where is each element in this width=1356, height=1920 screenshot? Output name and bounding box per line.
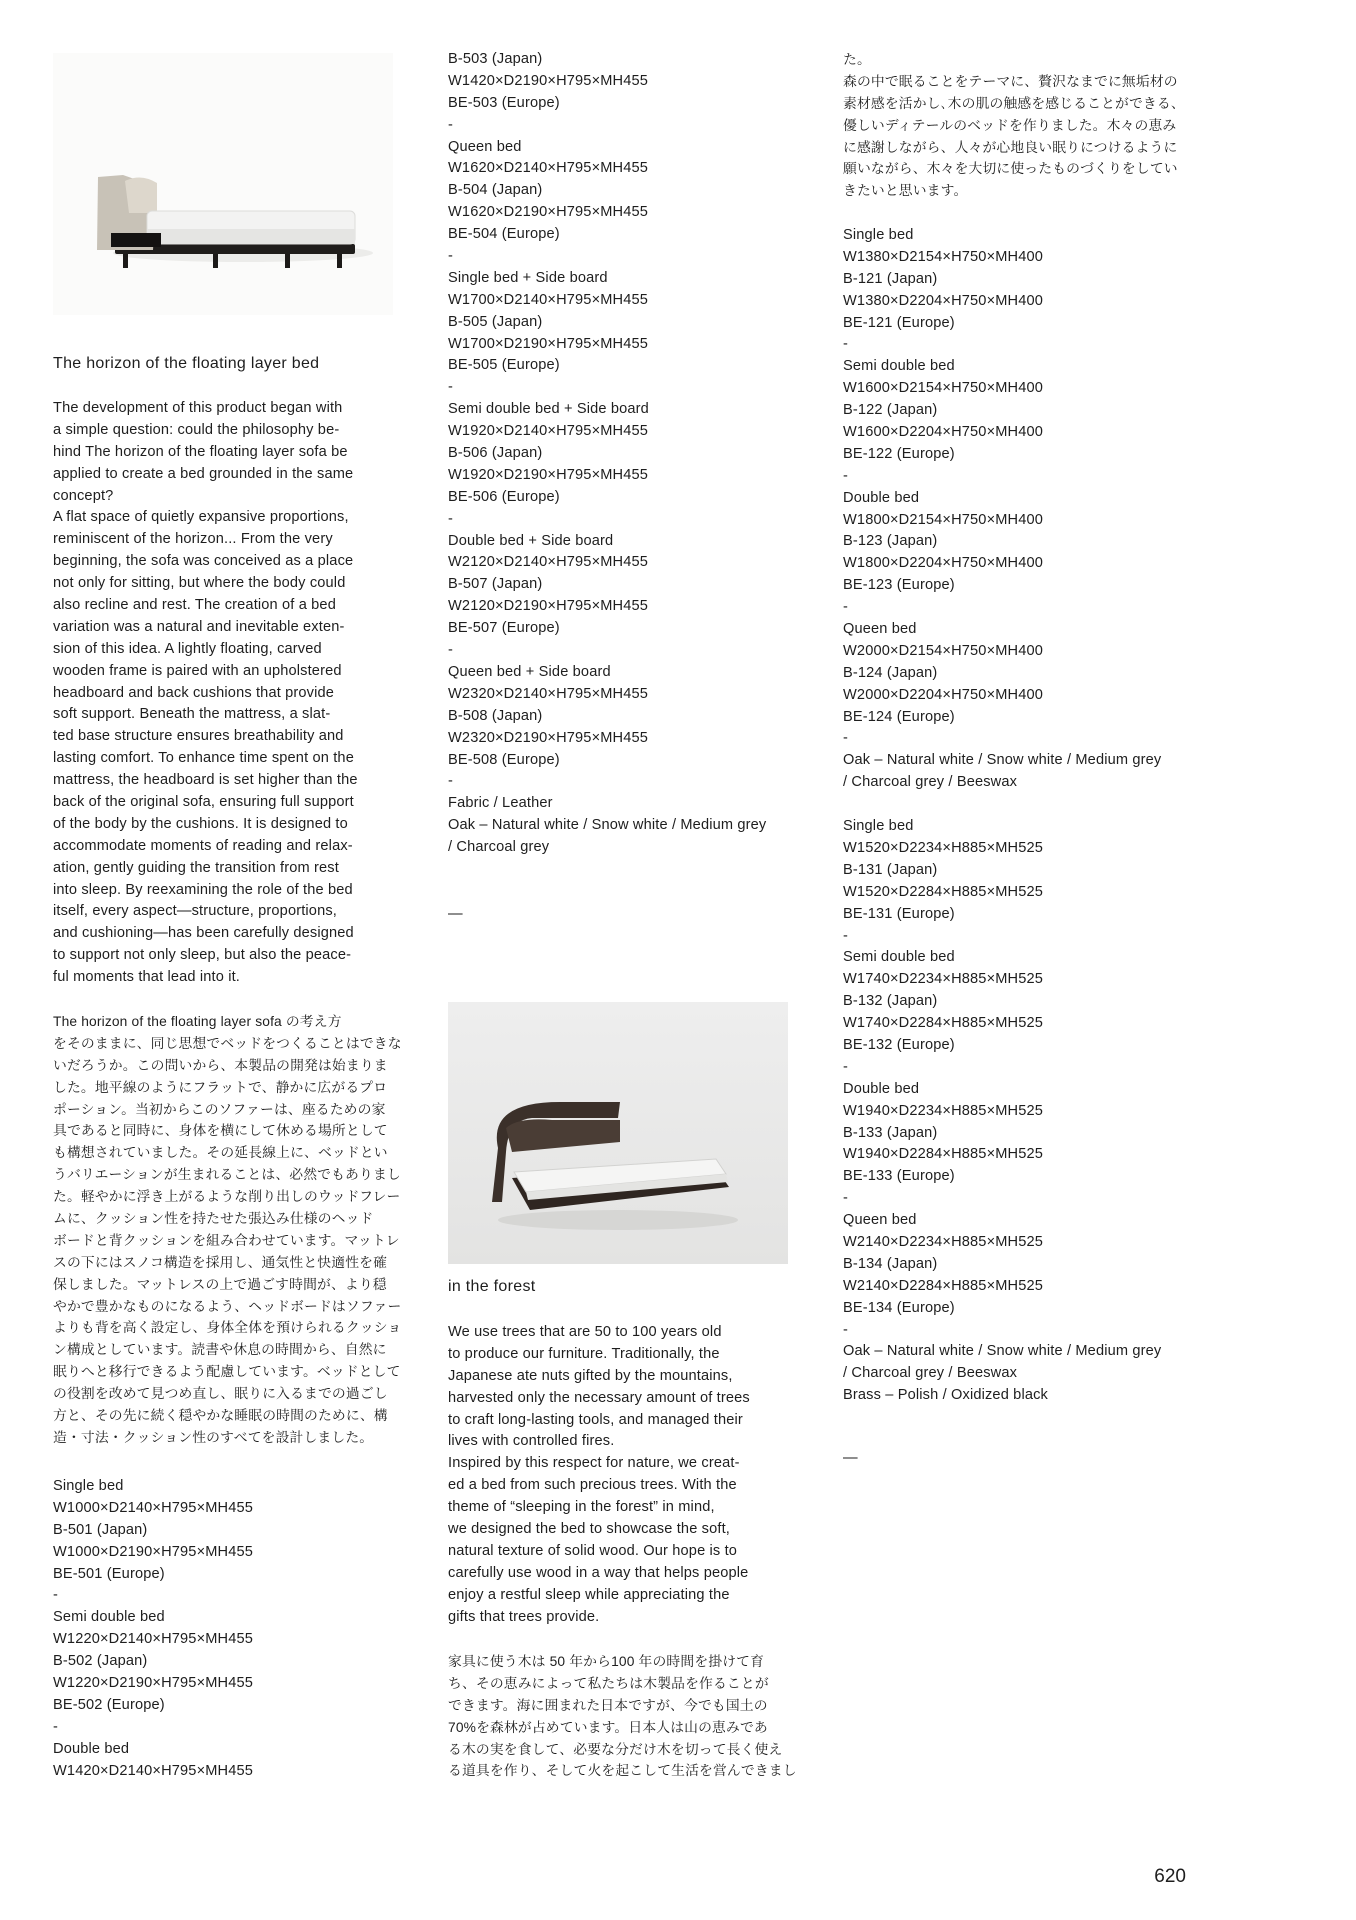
spec-line: W1940×D2284×H885×MH525 (843, 1146, 1044, 1163)
spec-line: BE-124 (Europe) (843, 708, 955, 725)
spec-line: W2120×D2140×H795×MH455 (448, 554, 649, 571)
spec-line: Double bed (843, 489, 920, 506)
spec-line: Semi double bed + Side board (448, 401, 649, 418)
spec-line: - (448, 642, 454, 659)
spec-line: W1600×D2204×H750×MH400 (843, 424, 1044, 441)
text-line: concept? (53, 487, 114, 504)
spec-line: - (448, 773, 454, 790)
spec-line: W1740×D2284×H885×MH525 (843, 1015, 1044, 1032)
text-line: る道具を作り、そして火を起こして生活を営んできまし (448, 1763, 797, 1779)
spec-line: W2000×D2204×H750×MH400 (843, 686, 1044, 703)
text-line: よりも背を高く設定し、身体全体を預けられるクッショ (53, 1320, 402, 1336)
text-line: theme of “sleeping in the forest” in mind, (448, 1499, 715, 1516)
spec-line: W1000×D2190×H795×MH455 (53, 1543, 254, 1560)
spec-line: BE-134 (Europe) (843, 1299, 955, 1316)
article-title: in the forest (448, 1278, 536, 1295)
spec-line: - (53, 1718, 59, 1735)
text-line: ful moments that lead into it. (53, 969, 241, 986)
text-line: ムに、クッション性を持たせた張込み仕様のヘッド (53, 1211, 374, 1227)
text-line: 保しました。マットレスの上で過ごす時間が、より穏 (53, 1276, 387, 1292)
text-line: We use trees that are 50 to 100 years old (448, 1324, 722, 1340)
spec-line: BE-123 (Europe) (843, 577, 955, 594)
spec-line: W1700×D2140×H795×MH455 (448, 291, 649, 308)
text-line: る木の実を食して、必要な分だけ木を切って長く使え (448, 1741, 783, 1757)
spec-line: / Charcoal grey (448, 839, 550, 856)
spec-line: W1520×D2284×H885×MH525 (843, 883, 1044, 900)
text-line: A flat space of quietly expansive proportions, (53, 509, 349, 526)
spec-line: B-506 (Japan) (448, 445, 543, 462)
article-title: The horizon of the floating layer bed (53, 355, 320, 372)
spec-line: - (843, 599, 849, 616)
spec-line: BE-504 (Europe) (448, 226, 560, 243)
text-line: The horizon of the floating layer sofa の考え方 (53, 1014, 342, 1029)
spec-line: BE-503 (Europe) (448, 94, 560, 111)
spec-line: Double bed (843, 1080, 920, 1097)
text-line: hind The horizon of the floating layer sofa be (53, 443, 348, 460)
text-line: not only for sitting, but where the body could (53, 575, 346, 592)
text-line: ち、その恵みによって私たちは木製品を作ることが (448, 1675, 769, 1691)
spec-line: - (53, 1587, 59, 1604)
spec-line: - (843, 1058, 849, 1075)
text-line: accommodate moments of reading and relax- (53, 837, 353, 854)
text-line: we designed the bed to showcase the soft, (448, 1521, 730, 1538)
spec-line: W1920×D2190×H795×MH455 (448, 466, 649, 483)
spec-line: W1420×D2190×H795×MH455 (448, 72, 649, 89)
text-line: ボードと背クッションを組み合わせています。マットレ (53, 1232, 400, 1248)
spec-line: BE-131 (Europe) (843, 905, 955, 922)
spec-line: W2000×D2154×H750×MH400 (843, 642, 1044, 659)
spec-line: W2320×D2140×H795×MH455 (448, 685, 649, 702)
text-line: wooden frame is paired with an upholstered (53, 662, 342, 679)
spec-line: W1220×D2190×H795×MH455 (53, 1675, 254, 1692)
text-line: and cushioning—has been carefully designed (53, 925, 354, 942)
text-line: も構想されていました。その延長線上に、ベッドとい (53, 1145, 388, 1161)
text-line: 家具に使う木は 50 年から100 年の時間を掛けて育 (448, 1654, 765, 1669)
spec-line: Queen bed (843, 621, 917, 638)
spec-line: B-123 (Japan) (843, 533, 938, 550)
text-line: natural texture of solid wood. Our hope is to (448, 1542, 738, 1559)
spec-line: W1420×D2140×H795×MH455 (53, 1762, 254, 1779)
text-line: of the body by the cushions. It is designed to (53, 815, 348, 832)
spec-line: Double bed + Side board (448, 532, 614, 549)
text-line: mattress, the headboard is set higher than the (53, 772, 358, 789)
text-line: やかで豊かなものになるよう、ヘッドボードはソファー (53, 1298, 402, 1314)
text-line: gifts that trees provide. (448, 1608, 600, 1625)
text-line: できます。海に囲まれた日本ですが、今でも国土の (448, 1697, 768, 1713)
spec-list (448, 49, 766, 859)
spec-line: W1740×D2234×H885×MH525 (843, 971, 1044, 988)
spec-line: W1520×D2234×H885×MH525 (843, 839, 1044, 856)
spec-line: Oak – Natural white / Snow white / Medium grey (448, 817, 767, 834)
text-line: back of the original sofa, ensuring full support (53, 794, 354, 811)
text-line: ン構成としています。読書や休息の時間から、自然に (53, 1342, 387, 1358)
spec-line: Brass – Polish / Oxidized black (843, 1387, 1048, 1404)
spec-line: Semi double bed (843, 949, 955, 966)
spec-line: Single bed + Side board (448, 269, 608, 286)
spec-line: W2320×D2190×H795×MH455 (448, 729, 649, 746)
text-line: の役割を改めて見つめ直し、眠りに入るまでの過ごし (53, 1386, 388, 1402)
text-line: ation, gently guiding the transition from rest (53, 859, 339, 876)
text-line: 優しいディテールのベッドを作りました。木々の恵み (843, 117, 1177, 133)
text-line: Japanese ate nuts gifted by the mountains, (448, 1367, 733, 1384)
spec-line: BE-133 (Europe) (843, 1168, 955, 1185)
text-line: ed a bed from such precious trees. With the (448, 1477, 737, 1494)
text-line: きたいと思います。 (843, 183, 968, 199)
text-line: itself, every aspect—structure, proportions, (53, 903, 337, 920)
text-line: to produce our furniture. Traditionally, the (448, 1345, 720, 1362)
spec-line: W1620×D2140×H795×MH455 (448, 160, 649, 177)
spec-line: W1620×D2190×H795×MH455 (448, 204, 649, 221)
spec-list (843, 225, 1161, 1407)
spec-line: B-507 (Japan) (448, 576, 543, 593)
spec-line: Semi double bed (843, 358, 955, 375)
text-line: enjoy a restful sleep while appreciating the (448, 1586, 730, 1603)
text-line: harvested only the necessary amount of trees (448, 1389, 750, 1406)
text-line: to craft long-lasting tools, and managed their (448, 1411, 743, 1428)
spec-line: BE-506 (Europe) (448, 488, 560, 505)
forest-bed-photo (448, 1002, 788, 1264)
spec-line: Oak – Natural white / Snow white / Medium grey (843, 752, 1162, 769)
spec-line: - (843, 927, 849, 944)
spec-line: / Charcoal grey / Beeswax (843, 1365, 1018, 1382)
text-line: した。地平線のようにフラットで、静かに広がるプロ (53, 1079, 388, 1095)
spec-line: BE-505 (Europe) (448, 357, 560, 374)
spec-line: B-124 (Japan) (843, 664, 938, 681)
text-line: Inspired by this respect for nature, we creat- (448, 1455, 740, 1472)
text-line: 造・寸法・クッション性のすべてを設計しました。 (53, 1429, 374, 1445)
spec-line: Double bed (53, 1740, 130, 1757)
text-line: reminiscent of the horizon... From the very (53, 531, 333, 548)
spec-line: - (843, 1190, 849, 1207)
article-body-japanese (53, 1011, 402, 1449)
text-line: applied to create a bed grounded in the same (53, 465, 354, 482)
spec-line: - (448, 510, 454, 527)
page-number: 620 (1154, 1866, 1186, 1887)
spec-line: - (448, 248, 454, 265)
spec-line: - (843, 730, 849, 747)
spec-line: B-501 (Japan) (53, 1521, 148, 1538)
spec-line: B-508 (Japan) (448, 707, 543, 724)
spec-line: BE-508 (Europe) (448, 751, 560, 768)
spec-line: W2140×D2234×H885×MH525 (843, 1233, 1044, 1250)
text-line: 素材感を活かし､木の肌の触感を感じることができる、 (843, 95, 1185, 111)
spec-line: BE-122 (Europe) (843, 445, 955, 462)
text-line: into sleep. By reexamining the role of the bed (53, 881, 353, 898)
text-line: ted base structure ensures breathability and (53, 728, 344, 745)
spec-list (53, 1476, 253, 1782)
end-mark: — (843, 1450, 858, 1466)
spec-line: Single bed (53, 1478, 124, 1494)
spec-line: W1800×D2204×H750×MH400 (843, 555, 1044, 572)
text-line: beginning, the sofa was conceived as a place (53, 553, 354, 570)
text-line: に感謝しながら、人々が心地良い眠りにつけるように (843, 139, 1178, 155)
spec-line: BE-121 (Europe) (843, 314, 955, 331)
spec-line: B-505 (Japan) (448, 313, 543, 330)
spec-line: Queen bed + Side board (448, 663, 611, 680)
spec-line: B-131 (Japan) (843, 861, 938, 878)
text-line: た。 (843, 52, 871, 67)
text-line: The development of this product began with (53, 400, 343, 416)
spec-line: W1600×D2154×H750×MH400 (843, 380, 1044, 397)
spec-line: W1920×D2140×H795×MH455 (448, 423, 649, 440)
article-body-japanese-continued (843, 49, 1185, 202)
spec-line: W1000×D2140×H795×MH455 (53, 1499, 254, 1516)
text-line: いだろうか。この問いから、本製品の開発は始まりま (53, 1057, 388, 1073)
spec-line: / Charcoal grey / Beeswax (843, 774, 1018, 791)
spec-line: - (843, 467, 849, 484)
spec-line: BE-132 (Europe) (843, 1036, 955, 1053)
text-line: 願いながら、木々を大切に使ったものづくりをしてい (843, 161, 1178, 177)
spec-line (843, 794, 1161, 816)
text-line: to support not only sleep, but also the peace- (53, 947, 352, 964)
text-line: ポーション。当初からこのソファーは、座るための家 (53, 1101, 386, 1117)
spec-line: - (843, 336, 849, 353)
spec-line: B-132 (Japan) (843, 993, 938, 1010)
spec-line: Queen bed (843, 1212, 917, 1229)
text-line: 具であると同時に、身体を横にして休める場所として (53, 1123, 388, 1139)
spec-line: W1380×D2154×H750×MH400 (843, 248, 1044, 265)
text-line: a simple question: could the philosophy be- (53, 421, 340, 438)
spec-line: Oak – Natural white / Snow white / Medium grey (843, 1343, 1162, 1360)
text-line: をそのままに、同じ思想でベッドをつくることはできな (53, 1035, 402, 1051)
spec-line: - (448, 379, 454, 396)
spec-line: B-122 (Japan) (843, 402, 938, 419)
floating-layer-bed-photo (53, 53, 393, 315)
text-line: スの下にはスノコ構造を採用し、通気性と快適性を確 (53, 1254, 388, 1270)
text-line: variation was a natural and inevitable exten- (53, 618, 345, 635)
spec-line: Single bed (843, 818, 914, 835)
text-line: 眠りへと移行できるよう配慮しています。ベッドとして (53, 1364, 401, 1380)
text-line: carefully use wood in a way that helps people (448, 1564, 749, 1581)
article-body-english (53, 398, 358, 989)
spec-line: W1380×D2204×H750×MH400 (843, 292, 1044, 309)
text-line: headboard and back cushions that provide (53, 684, 335, 701)
text-line: lives with controlled fires. (448, 1433, 615, 1450)
spec-line: - (843, 1321, 849, 1338)
spec-line: W2140×D2284×H885×MH525 (843, 1277, 1044, 1294)
spec-line: BE-501 (Europe) (53, 1565, 165, 1582)
spec-line: Queen bed (448, 138, 522, 155)
text-line: 方と、その先に続く穏やかな睡眠の時間のために、構 (53, 1408, 388, 1424)
spec-line: Fabric / Leather (448, 795, 553, 812)
text-line: た。軽やかに浮き上がるような削り出しのウッドフレー (53, 1189, 401, 1205)
spec-line: W1220×D2140×H795×MH455 (53, 1631, 254, 1648)
spec-line: W1700×D2190×H795×MH455 (448, 335, 649, 352)
spec-line: B-503 (Japan) (448, 51, 543, 67)
spec-line: W2120×D2190×H795×MH455 (448, 598, 649, 615)
article-body-japanese (448, 1651, 797, 1782)
spec-line: W1940×D2234×H885×MH525 (843, 1102, 1044, 1119)
spec-line: - (448, 116, 454, 133)
spec-line: B-134 (Japan) (843, 1255, 938, 1272)
article-body-english (448, 1322, 750, 1628)
text-line: also recline and rest. The creation of a bed (53, 597, 336, 614)
spec-line: Single bed (843, 227, 914, 243)
spec-line: B-133 (Japan) (843, 1124, 938, 1141)
text-line: うバリエーションが生まれることは、必然でもありまし (53, 1167, 401, 1183)
spec-line: B-504 (Japan) (448, 182, 543, 199)
text-line: sion of this idea. A lightly floating, carved (53, 640, 322, 657)
spec-line: Semi double bed (53, 1609, 165, 1626)
text-line: lasting comfort. To enhance time spent on the (53, 750, 354, 767)
spec-line: BE-507 (Europe) (448, 620, 560, 637)
spec-line: B-121 (Japan) (843, 270, 938, 287)
end-mark: — (448, 906, 463, 922)
spec-line: BE-502 (Europe) (53, 1696, 165, 1713)
text-line: 森の中で眠ることをテーマに、贅沢なまでに無垢材の (843, 73, 1178, 89)
spec-line: B-502 (Japan) (53, 1653, 148, 1670)
spec-line: W1800×D2154×H750×MH400 (843, 511, 1044, 528)
text-line: 70%を森林が占めています。日本人は山の恵みであ (448, 1719, 768, 1735)
text-line: soft support. Beneath the mattress, a slat- (53, 706, 331, 723)
